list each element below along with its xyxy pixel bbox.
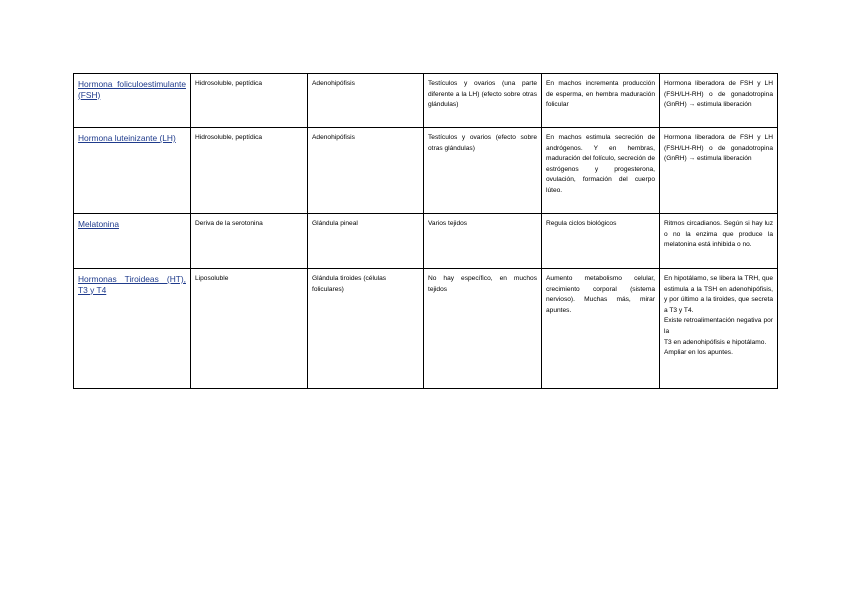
solubility-cell: Deriva de la serotonina [191, 214, 308, 269]
table-row [74, 269, 778, 389]
hormone-name-cell [74, 214, 191, 269]
target-text: Varios tejidos [428, 220, 468, 227]
regulation-text: Hormona liberadora de FSH y LH (FSH/LH-RH) o de gonadotropina (GnRH) → estimula liberación [664, 80, 773, 109]
table-row [74, 128, 778, 214]
target-cell [424, 269, 542, 389]
target-text: Testículos y ovarios (una parte diferente a la LH) (efecto sobre otras glándulas) [428, 80, 537, 109]
hormone-table [73, 73, 778, 389]
hormone-name-link[interactable]: Hormonas Tiroideas (HT), T3 y T4 [78, 274, 186, 295]
source-cell: Adenohipófisis [308, 128, 424, 214]
source-cell: Glándula tiroides (células foliculares) [308, 269, 424, 389]
target-text: No hay específico, en muchos tejidos [428, 275, 537, 293]
hormone-name-link[interactable]: Melatonina [78, 219, 119, 229]
source-cell: Glándula pineal [308, 214, 424, 269]
table-row [74, 74, 778, 128]
table-row [74, 214, 778, 269]
regulation-text: Hormona liberadora de FSH y LH (FSH/LH-RH) o de gonadotropina (GnRH) → estimula liberación [664, 134, 773, 163]
hormone-name-cell [74, 74, 191, 128]
source-cell: Adenohipófisis [308, 74, 424, 128]
function-text: Aumento metabolismo celular, crecimiento corporal (sistema nervioso). Muchas más, mirar apuntes. [546, 275, 655, 314]
hormone-name-link[interactable]: Hormona luteinizante (LH) [78, 133, 176, 143]
regulation-cell [660, 269, 778, 389]
regulation-cell [660, 214, 778, 269]
function-cell [542, 269, 660, 389]
regulation-line: En hipotálamo, se libera la TRH, que estimula a la TSH en adenohipófisis, y por último a la tiroides, que secreta a T3 y T4. [664, 275, 773, 314]
function-cell [542, 74, 660, 128]
function-text: Regula ciclos biológicos [546, 220, 617, 227]
hormone-name-link[interactable]: Hormona foliculoestimulante (FSH) [78, 79, 186, 100]
target-cell [424, 214, 542, 269]
target-text: Testículos y ovarios (efecto sobre otras glándulas) [428, 134, 537, 152]
function-text: En machos estimula secreción de andrógenos. Y en hembras, maduración del folículo, secreción de estrógenos y progesterona, ovulación, formación del cuerpo lúteo. [546, 134, 655, 194]
regulation-line: T3 en adenohipófisis e hipotálamo. [664, 338, 767, 346]
target-cell [424, 74, 542, 128]
target-cell [424, 128, 542, 214]
function-text: En machos incrementa producción de esperma, en hembra maduración folicular [546, 80, 655, 109]
solubility-cell: Hidrosoluble, peptídica [191, 74, 308, 128]
regulation-text: Ritmos circadianos. Según si hay luz o no la enzima que produce la melatonina está inhibida o no. [664, 220, 773, 249]
hormone-name-cell [74, 269, 191, 389]
solubility-cell: Hidrosoluble, peptídica [191, 128, 308, 214]
solubility-cell: Liposoluble [191, 269, 308, 389]
regulation-cell [660, 128, 778, 214]
function-cell [542, 214, 660, 269]
hormone-name-cell [74, 128, 191, 214]
function-cell [542, 128, 660, 214]
regulation-line: Ampliar en los apuntes. [664, 349, 733, 357]
regulation-cell [660, 74, 778, 128]
regulation-line: Existe retroalimentación negativa por la [664, 317, 773, 335]
